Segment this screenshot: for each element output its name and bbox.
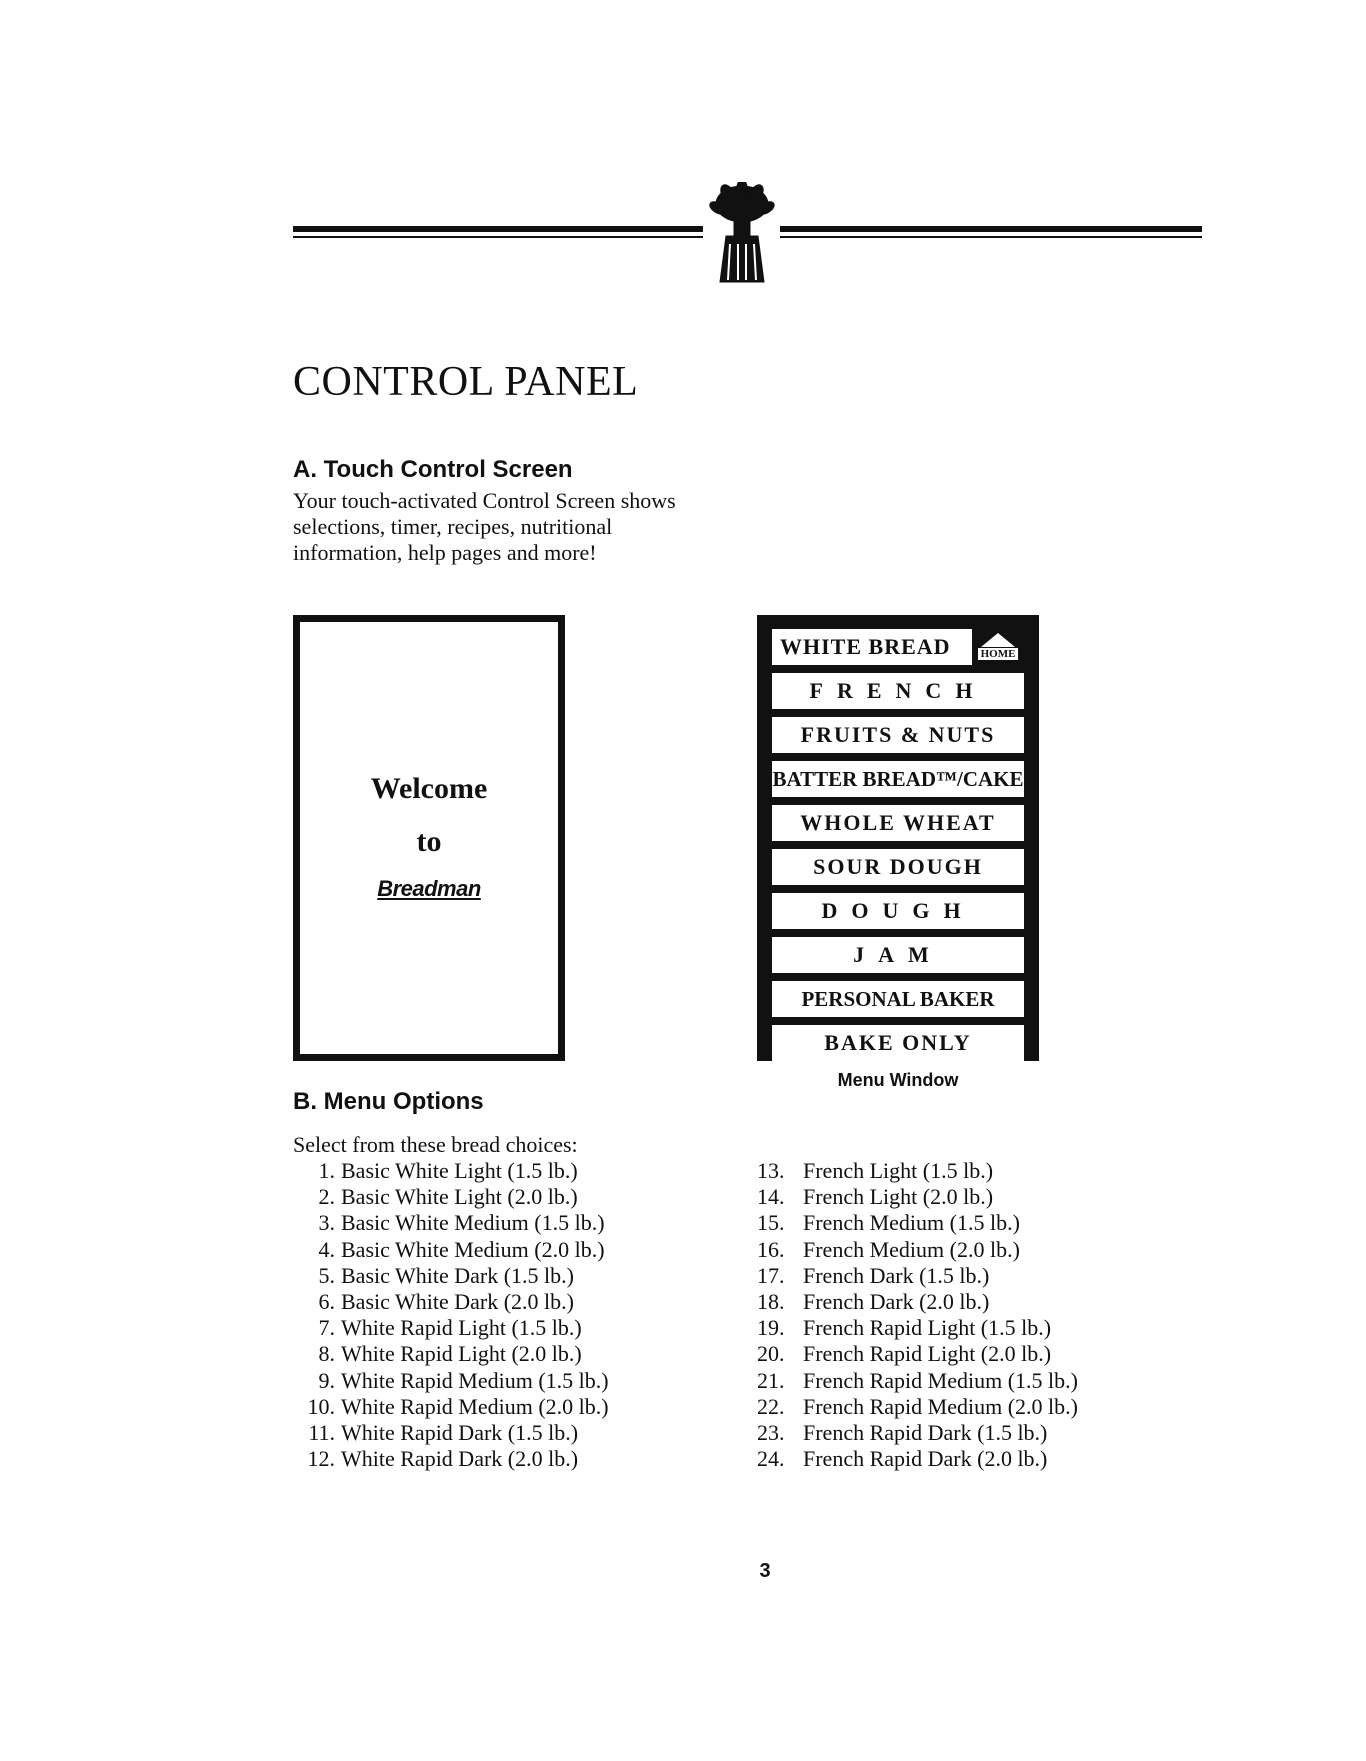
list-item-number: 24.: [757, 1446, 785, 1472]
welcome-line1: Welcome: [370, 772, 488, 805]
list-item: [757, 1420, 1078, 1446]
list-item: [293, 1184, 609, 1210]
page-title: CONTROL PANEL: [293, 359, 639, 405]
list-item: [293, 1341, 609, 1367]
list-item: [757, 1446, 1078, 1472]
menu-item-french[interactable]: FRENCH: [772, 673, 1024, 709]
list-item: [293, 1368, 609, 1394]
list-item-label: White Rapid Dark (1.5 lb.): [341, 1420, 579, 1446]
list-item-label: French Rapid Light (2.0 lb.): [803, 1341, 1052, 1367]
list-item: [757, 1394, 1078, 1420]
menu-item-sour-dough[interactable]: SOUR DOUGH: [772, 849, 1024, 885]
options-list-right: [757, 1158, 1078, 1472]
list-item-number: 20.: [757, 1341, 785, 1367]
list-item: [293, 1446, 609, 1472]
list-item-number: 18.: [757, 1289, 785, 1315]
list-item-number: 14.: [757, 1184, 785, 1210]
header-rule-right-thin: [780, 236, 1202, 238]
wheat-sheaf-icon: [698, 182, 786, 290]
menu-item-label: WHITE BREAD: [780, 634, 951, 659]
header-rule-left-thick: [293, 226, 703, 232]
list-item: [293, 1394, 609, 1420]
list-item-number: 12.: [307, 1446, 335, 1472]
list-item-number: 10.: [307, 1393, 335, 1419]
list-item-label: French Light (2.0 lb.): [803, 1184, 994, 1210]
list-item: [757, 1210, 1078, 1236]
list-item: [757, 1341, 1078, 1367]
list-item-label: White Rapid Light (1.5 lb.): [341, 1315, 582, 1341]
welcome-line2: to: [416, 825, 442, 858]
home-icon[interactable]: [972, 629, 1024, 665]
list-item-number: 7.: [318, 1315, 335, 1341]
section-a-heading: A. Touch Control Screen: [293, 456, 573, 483]
menu-item-whole-wheat[interactable]: WHOLE WHEAT: [772, 805, 1024, 841]
list-item-number: 19.: [757, 1315, 785, 1341]
list-item-number: 1.: [318, 1158, 335, 1183]
list-item-label: Basic White Dark (2.0 lb.): [341, 1289, 574, 1315]
list-item-number: 22.: [757, 1393, 785, 1419]
list-item-number: 6.: [318, 1289, 335, 1315]
list-item-label: French Rapid Medium (1.5 lb.): [803, 1367, 1078, 1393]
menu-item-fruits-nuts[interactable]: FRUITS & NUTS: [772, 717, 1024, 753]
list-item-number: 21.: [757, 1367, 785, 1393]
list-item-label: Basic White Light (1.5 lb.): [341, 1158, 578, 1183]
list-item-number: 9.: [318, 1367, 335, 1393]
list-item-label: Basic White Medium (2.0 lb.): [341, 1236, 605, 1262]
list-item-label: White Rapid Medium (2.0 lb.): [341, 1393, 609, 1419]
menu-item-batter-bread-cake[interactable]: BATTER BREAD™/CAKE: [772, 761, 1024, 797]
list-item: [293, 1289, 609, 1315]
list-item-number: 8.: [318, 1341, 335, 1367]
list-item: [757, 1237, 1078, 1263]
list-item-number: 2.: [318, 1184, 335, 1210]
list-item: [293, 1263, 609, 1289]
list-item-number: 5.: [318, 1262, 335, 1288]
list-item: [293, 1237, 609, 1263]
list-item-label: French Rapid Dark (1.5 lb.): [803, 1420, 1048, 1446]
list-item-number: 11.: [308, 1420, 335, 1446]
page-number: 3: [759, 1560, 771, 1582]
home-roof: [981, 633, 1015, 647]
menu-item-bake-only[interactable]: BAKE ONLY: [772, 1025, 1024, 1061]
menu-item-personal-baker[interactable]: PERSONAL BAKER: [772, 981, 1024, 1017]
header-rule-right-thick: [780, 226, 1202, 232]
list-item-label: French Dark (1.5 lb.): [803, 1262, 990, 1288]
menu-item-jam[interactable]: JAM: [772, 937, 1024, 973]
home-label: HOME: [978, 648, 1019, 660]
menu-window: [757, 615, 1039, 1061]
list-item-label: Basic White Dark (1.5 lb.): [341, 1262, 574, 1288]
list-item-number: 13.: [757, 1158, 785, 1183]
list-item: [293, 1158, 609, 1184]
list-item: [757, 1158, 1078, 1184]
list-item-label: White Rapid Medium (1.5 lb.): [341, 1367, 609, 1393]
list-item-label: French Medium (2.0 lb.): [803, 1236, 1020, 1262]
list-item: [293, 1420, 609, 1446]
list-item-label: French Medium (1.5 lb.): [803, 1210, 1020, 1236]
menu-item-white-bread[interactable]: [772, 629, 1024, 665]
list-item-number: 17.: [757, 1262, 785, 1288]
list-item-label: French Dark (2.0 lb.): [803, 1289, 990, 1315]
list-item-number: 4.: [318, 1236, 335, 1262]
menu-item-dough[interactable]: DOUGH: [772, 893, 1024, 929]
section-b-intro: Select from these bread choices:: [293, 1132, 578, 1157]
menu-window-caption: Menu Window: [837, 1070, 959, 1090]
breadman-logo: Breadman: [377, 876, 481, 901]
section-a-body: Your touch-activated Control Screen shows selections, timer, recipes, nutritional information, help pages and more!: [293, 488, 676, 565]
list-item-label: Basic White Light (2.0 lb.): [341, 1184, 578, 1210]
list-item-label: French Rapid Light (1.5 lb.): [803, 1315, 1052, 1341]
list-item: [293, 1210, 609, 1236]
header-rule-left-thin: [293, 236, 703, 238]
list-item: [757, 1315, 1078, 1341]
list-item-label: White Rapid Light (2.0 lb.): [341, 1341, 582, 1367]
list-item-label: French Rapid Dark (2.0 lb.): [803, 1446, 1048, 1472]
list-item-number: 15.: [757, 1210, 785, 1236]
list-item-label: White Rapid Dark (2.0 lb.): [341, 1446, 579, 1472]
list-item-label: French Light (1.5 lb.): [803, 1158, 994, 1183]
welcome-screen: [293, 615, 565, 1061]
options-list-left: [293, 1158, 609, 1472]
list-item: [757, 1263, 1078, 1289]
section-b-heading: B. Menu Options: [293, 1088, 484, 1115]
list-item-number: 3.: [318, 1210, 335, 1236]
list-item: [757, 1368, 1078, 1394]
list-item-label: Basic White Medium (1.5 lb.): [341, 1210, 605, 1236]
list-item: [757, 1289, 1078, 1315]
list-item-number: 23.: [757, 1420, 785, 1446]
list-item-label: French Rapid Medium (2.0 lb.): [803, 1393, 1078, 1419]
list-item: [757, 1184, 1078, 1210]
list-item: [293, 1315, 609, 1341]
list-item-number: 16.: [757, 1236, 785, 1262]
